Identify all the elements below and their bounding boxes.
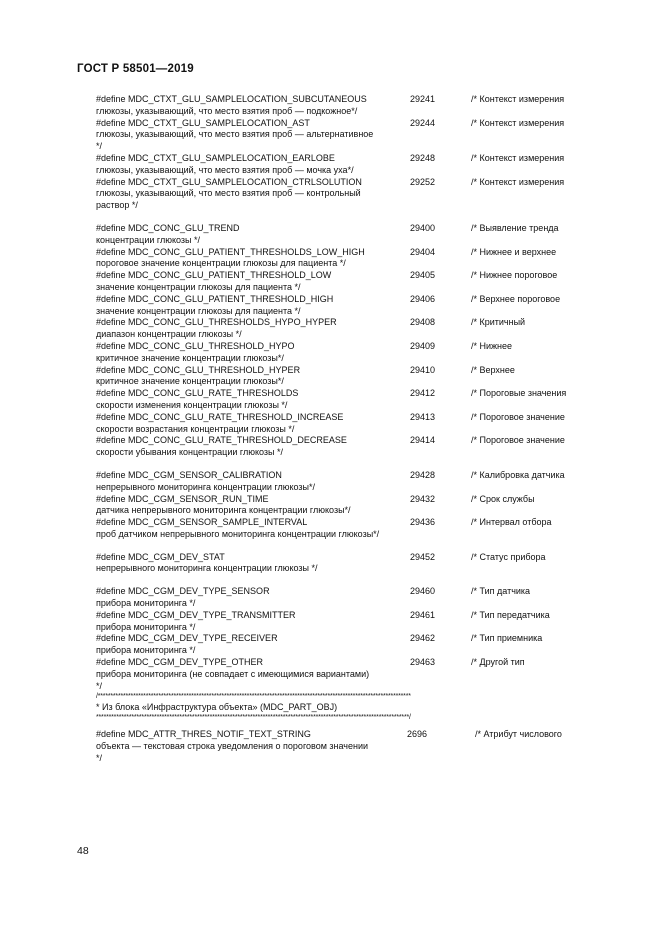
- define-line: [96, 153, 596, 165]
- comment-continuation: скорости убывания концентрации глюкозы */: [96, 447, 284, 458]
- define-comment: /* Пороговое значение: [471, 435, 565, 446]
- define-entry: [96, 657, 596, 692]
- define-directive: #define MDC_CGM_DEV_TYPE_SENSOR: [96, 586, 270, 597]
- define-comment: /* Верхнее: [471, 364, 515, 375]
- define-value: 29452: [410, 551, 436, 562]
- define-line: [96, 177, 596, 189]
- group-spacer: [96, 575, 596, 586]
- group-spacer: [96, 722, 596, 729]
- comment-continuation: значение концентрации глюкозы для пациента */: [96, 281, 301, 292]
- define-entry: [96, 94, 596, 118]
- define-entry: [96, 494, 596, 518]
- define-entry: [96, 294, 596, 318]
- define-directive: #define MDC_CGM_DEV_TYPE_OTHER: [96, 657, 264, 668]
- define-comment: /* Атрибут числового: [475, 729, 562, 740]
- define-value: 29460: [410, 586, 436, 597]
- define-directive: #define MDC_CONC_GLU_THRESHOLD_HYPO: [96, 340, 295, 351]
- define-comment: /* Тип передатчика: [471, 609, 550, 620]
- define-directive: #define MDC_CONC_GLU_RATE_THRESHOLD_INCREASE: [96, 411, 344, 422]
- comment-continuation: глюкозы, указывающий, что место взятия проб — подкожное*/: [96, 105, 358, 116]
- comment-continuation: непрерывного мониторинга концентрации глюкозы */: [96, 563, 318, 574]
- comment-continuation: критичное значение концентрации глюкозы*/: [96, 376, 284, 387]
- define-comment: /* Пороговое значение: [471, 411, 565, 422]
- define-value: 29404: [410, 246, 436, 257]
- define-line: [96, 317, 596, 329]
- define-line: [96, 294, 596, 306]
- define-comment: /* Тип датчика: [471, 586, 531, 597]
- group-spacer: [96, 541, 596, 552]
- comment-continuation: прибора мониторинга (не совпадает с имеющимися вариантами) */: [96, 668, 370, 691]
- define-directive: #define MDC_CONC_GLU_THRESHOLD_HYPER: [96, 364, 301, 375]
- define-entry: [96, 412, 596, 436]
- define-value: 29244: [410, 117, 436, 128]
- comment-continuation: прибора мониторинга */: [96, 598, 196, 609]
- comment-continuation: прибора мониторинга */: [96, 645, 196, 656]
- define-value: 29432: [410, 493, 436, 504]
- define-value: 29409: [410, 340, 436, 351]
- define-line: [96, 610, 596, 622]
- define-comment: /* Статус прибора: [471, 551, 546, 562]
- define-directive: #define MDC_CTXT_GLU_SAMPLELOCATION_EARLOBE: [96, 152, 335, 163]
- define-value: 29408: [410, 317, 436, 328]
- define-value: 29252: [410, 176, 436, 187]
- define-comment: /* Калибровка датчика: [471, 469, 565, 480]
- define-directive: #define MDC_CTXT_GLU_SAMPLELOCATION_AST: [96, 117, 310, 128]
- define-entry: [96, 729, 596, 764]
- define-line: [96, 586, 596, 598]
- define-directive: #define MDC_CGM_SENSOR_CALIBRATION: [96, 469, 282, 480]
- define-comment: /* Верхнее пороговое: [471, 293, 561, 304]
- define-value: 29405: [410, 270, 436, 281]
- define-line: [96, 470, 596, 482]
- define-value: 29463: [410, 657, 436, 668]
- define-comment: /* Тип приемника: [471, 633, 543, 644]
- define-entry: [96, 470, 596, 494]
- comment-continuation: прибора мониторинга */: [96, 621, 196, 632]
- define-line: [96, 729, 596, 741]
- define-line: [96, 247, 596, 259]
- define-comment: /* Контекст измерения: [471, 94, 565, 104]
- page-number: 48: [77, 845, 89, 857]
- define-entry: [96, 435, 596, 459]
- define-line: [96, 412, 596, 424]
- comment-continuation: объекта — текстовая строка уведомления о пороговом значении */: [96, 741, 369, 764]
- define-value: 29413: [410, 411, 436, 422]
- comment-continuation: скорости возрастания концентрации глюкозы */: [96, 423, 295, 434]
- define-comment: /* Нижнее пороговое: [471, 270, 558, 281]
- define-value: 29414: [410, 435, 436, 446]
- define-line: [96, 435, 596, 447]
- define-line: [96, 388, 596, 400]
- define-entry: [96, 270, 596, 294]
- define-comment: /* Контекст измерения: [471, 152, 565, 163]
- define-entry: [96, 552, 596, 576]
- comment-continuation: диапазон концентрации глюкозы */: [96, 329, 242, 340]
- comment-border-bottom: ****************************************************************************************************************************/: [96, 714, 411, 722]
- define-line: [96, 270, 596, 282]
- define-comment: /* Срок службы: [471, 493, 535, 504]
- define-directive: #define MDC_CTXT_GLU_SAMPLELOCATION_SUBCUTANEOUS: [96, 94, 367, 104]
- define-directive: #define MDC_CONC_GLU_PATIENT_THRESHOLD_HIGH: [96, 293, 334, 304]
- define-comment: /* Другой тип: [471, 657, 525, 668]
- define-directive: #define MDC_CONC_GLU_RATE_THRESHOLD_DECREASE: [96, 435, 347, 446]
- define-entry: [96, 317, 596, 341]
- define-line: [96, 365, 596, 377]
- define-entry: [96, 247, 596, 271]
- define-directive: #define MDC_CONC_GLU_RATE_THRESHOLDS: [96, 388, 299, 399]
- define-comment: /* Контекст измерения: [471, 176, 565, 187]
- define-directive: #define MDC_CTXT_GLU_SAMPLELOCATION_CTRLSOLUTION: [96, 176, 362, 187]
- block-title: * Из блока «Инфраструктура объекта» (MDC_PART_OBJ): [96, 702, 338, 713]
- comment-continuation: критичное значение концентрации глюкозы*/: [96, 352, 284, 363]
- comment-border-top: /****************************************************************************************************************************: [96, 693, 411, 701]
- comment-continuation: пороговое значение концентрации глюкозы для пациента */: [96, 258, 346, 269]
- group-spacer: [96, 212, 596, 223]
- define-line: [96, 657, 596, 669]
- define-value: 29461: [410, 609, 436, 620]
- define-value: 29406: [410, 293, 436, 304]
- define-value: 29400: [410, 222, 436, 233]
- define-directive: #define MDC_CGM_DEV_TYPE_RECEIVER: [96, 633, 278, 644]
- define-directive: #define MDC_CONC_GLU_THRESHOLDS_HYPO_HYPER: [96, 317, 337, 328]
- define-value: 29462: [410, 633, 436, 644]
- define-value: 29410: [410, 364, 436, 375]
- define-entry: [96, 177, 596, 212]
- define-directive: #define MDC_CONC_GLU_TREND: [96, 222, 240, 233]
- define-line: [96, 223, 596, 235]
- define-comment: /* Нижнее: [471, 340, 513, 351]
- comment-continuation: проб датчиком непрерывного мониторинга концентрации глюкозы*/: [96, 528, 380, 539]
- define-value: 29241: [410, 94, 436, 104]
- define-directive: #define MDC_CGM_SENSOR_SAMPLE_INTERVAL: [96, 517, 308, 528]
- define-directive: #define MDC_CGM_SENSOR_RUN_TIME: [96, 493, 269, 504]
- comment-continuation: глюкозы, указывающий, что место взятия проб — мочка уха*/: [96, 164, 354, 175]
- define-entry: [96, 365, 596, 389]
- define-directive: #define MDC_CONC_GLU_PATIENT_THRESHOLD_LOW: [96, 270, 332, 281]
- document-header: ГОСТ Р 58501—2019: [77, 63, 194, 75]
- group-spacer: [96, 459, 596, 470]
- define-comment: /* Пороговые значения: [471, 388, 567, 399]
- define-line: [96, 494, 596, 506]
- comment-continuation: непрерывного мониторинга концентрации глюкозы*/: [96, 481, 316, 492]
- define-directive: #define MDC_CGM_DEV_TYPE_TRANSMITTER: [96, 609, 296, 620]
- define-line: [96, 118, 596, 130]
- define-comment: /* Нижнее и верхнее: [471, 246, 557, 257]
- comment-continuation: глюкозы, указывающий, что место взятия проб — альтернативное */: [96, 129, 374, 152]
- comment-continuation: датчика непрерывного мониторинга концентрации глюкозы*/: [96, 505, 351, 516]
- define-line: [96, 552, 596, 564]
- define-entry: [96, 388, 596, 412]
- define-comment: /* Выявление тренда: [471, 222, 559, 233]
- define-line: [96, 633, 596, 645]
- define-entry: [96, 223, 596, 247]
- comment-continuation: скорости изменения концентрации глюкозы */: [96, 399, 288, 410]
- define-directive: #define MDC_CONC_GLU_PATIENT_THRESHOLDS_LOW_HIGH: [96, 246, 365, 257]
- define-entry: [96, 118, 596, 153]
- define-line: [96, 517, 596, 529]
- define-value: 29428: [410, 469, 436, 480]
- comment-continuation: концентрации глюкозы */: [96, 234, 201, 245]
- define-entry: [96, 517, 596, 541]
- define-directive: #define MDC_ATTR_THRES_NOTIF_TEXT_STRING: [96, 729, 311, 740]
- define-value: 29436: [410, 517, 436, 528]
- define-value: 2696: [407, 729, 428, 740]
- define-entry: [96, 633, 596, 657]
- define-comment: /* Контекст измерения: [471, 117, 565, 128]
- define-value: 29412: [410, 388, 436, 399]
- define-entry: [96, 341, 596, 365]
- define-line: [96, 94, 596, 106]
- define-comment: /* Критичный: [471, 317, 526, 328]
- code-listing: [96, 94, 596, 765]
- define-line: [96, 341, 596, 353]
- comment-continuation: глюкозы, указывающий, что место взятия проб — контрольный раствор */: [96, 188, 361, 211]
- define-entry: [96, 153, 596, 177]
- define-directive: #define MDC_CGM_DEV_STAT: [96, 551, 225, 562]
- comment-continuation: значение концентрации глюкозы для пациента */: [96, 305, 301, 316]
- define-comment: /* Интервал отбора: [471, 517, 552, 528]
- define-entry: [96, 586, 596, 610]
- define-value: 29248: [410, 152, 436, 163]
- define-entry: [96, 610, 596, 634]
